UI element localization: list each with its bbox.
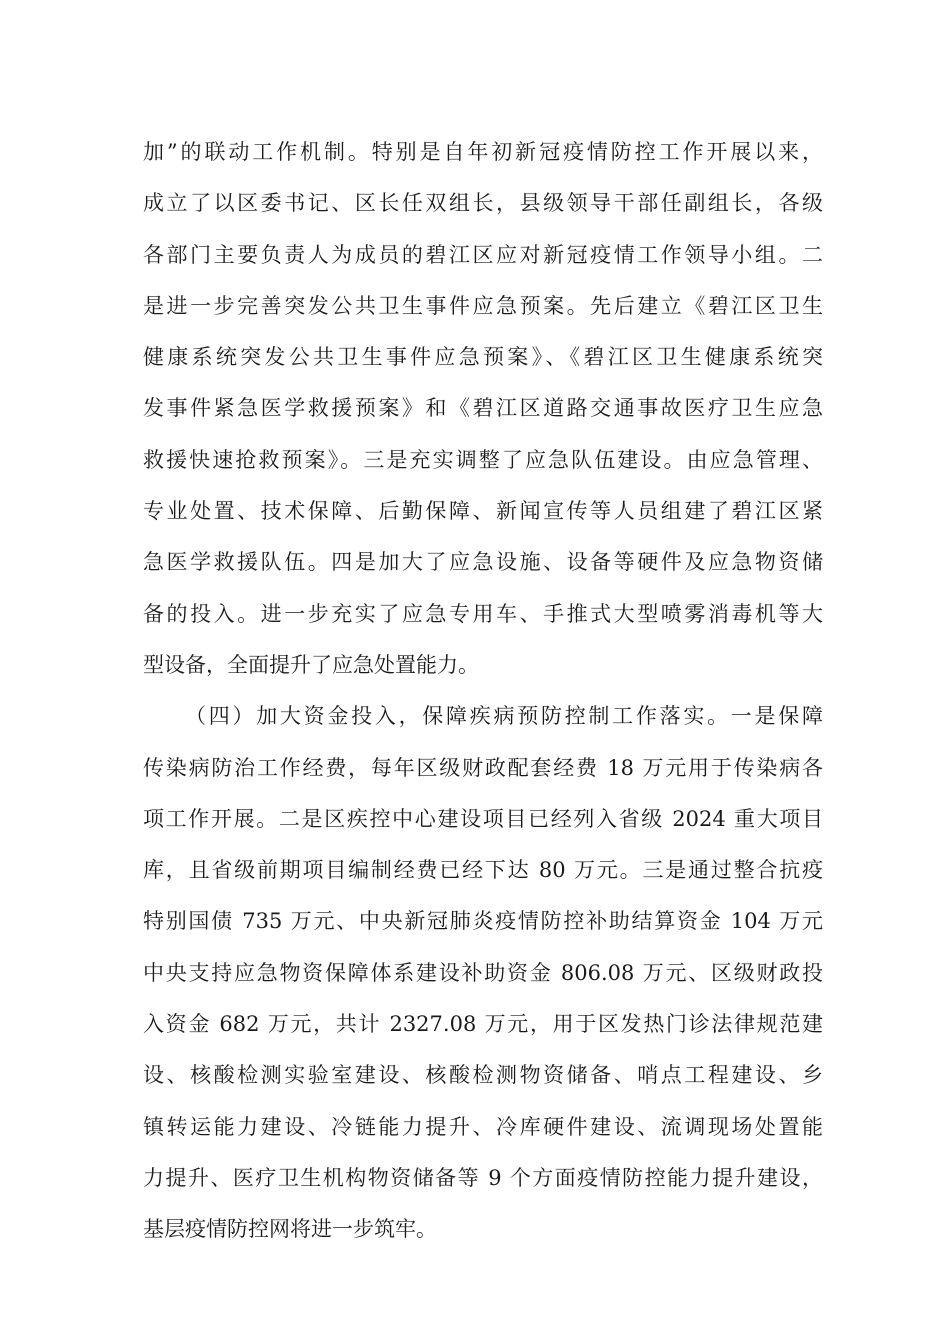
paragraph-emergency-mechanism	[143, 127, 823, 691]
text-line: 基层疫情防控网将进一步筑牢。	[143, 1217, 437, 1242]
body-text	[143, 127, 823, 1256]
text-line: 救援快速抢救预案》。三是充实调整了应急队伍建设。由应急管理、	[143, 447, 823, 472]
text-line: 是进一步完善突发公共卫生事件应急预案。先后建立《碧江区卫生	[143, 293, 823, 318]
text-line: 设、核酸检测实验室建设、核酸检测物资储备、哨点工程建设、乡	[143, 1063, 823, 1088]
text-line: 库，且省级前期项目编制经费已经下达 80 万元。三是通过整合抗疫	[143, 858, 823, 883]
text-line: 发事件紧急医学救援预案》和《碧江区道路交通事故医疗卫生应急	[143, 396, 823, 421]
text-line: 镇转运能力建设、冷链能力提升、冷库硬件建设、流调现场处置能	[143, 1114, 823, 1139]
text-line: 成立了以区委书记、区长任双组长，县级领导干部任副组长，各级	[143, 191, 823, 216]
text-line: 备的投入。进一步充实了应急专用车、手推式大型喷雾消毒机等大	[143, 601, 823, 626]
text-line: 专业处置、技术保障、后勤保障、新闻宣传等人员组建了碧江区紧	[143, 499, 823, 524]
text-line: 力提升、医疗卫生机构物资储备等 9 个方面疫情防控能力提升建设，	[143, 1165, 823, 1190]
text-line: 加”的联动工作机制。特别是自年初新冠疫情防控工作开展以来，	[143, 140, 823, 164]
text-line: 健康系统突发公共卫生事件应急预案》、《碧江区卫生健康系统突	[143, 345, 823, 370]
text-line: 型设备，全面提升了应急处置能力。	[143, 652, 479, 677]
text-line: 急医学救援队伍。四是加大了应急设施、设备等硬件及应急物资储	[143, 550, 823, 575]
text-line: 中央支持应急物资保障体系建设补助资金 806.08 万元、区级财政投	[143, 960, 823, 985]
text-line: 项工作开展。二是区疾控中心建设项目已经列入省级 2024 重大项目	[143, 806, 823, 831]
text-line: 传染病防治工作经费，每年区级财政配套经费 18 万元用于传染病各	[143, 755, 823, 780]
text-line: 特别国债 735 万元、中央新冠肺炎疫情防控补助结算资金 104 万元	[143, 909, 823, 934]
text-line: 各部门主要负责人为成员的碧江区应对新冠疫情工作领导小组。二	[143, 242, 823, 267]
paragraph-funding-investment	[143, 691, 823, 1255]
text-line: 入资金 682 万元，共计 2327.08 万元，用于区发热门诊法律规范建	[143, 1012, 823, 1037]
text-line: （四）加大资金投入，保障疾病预防控制工作落实。一是保障	[185, 704, 823, 729]
